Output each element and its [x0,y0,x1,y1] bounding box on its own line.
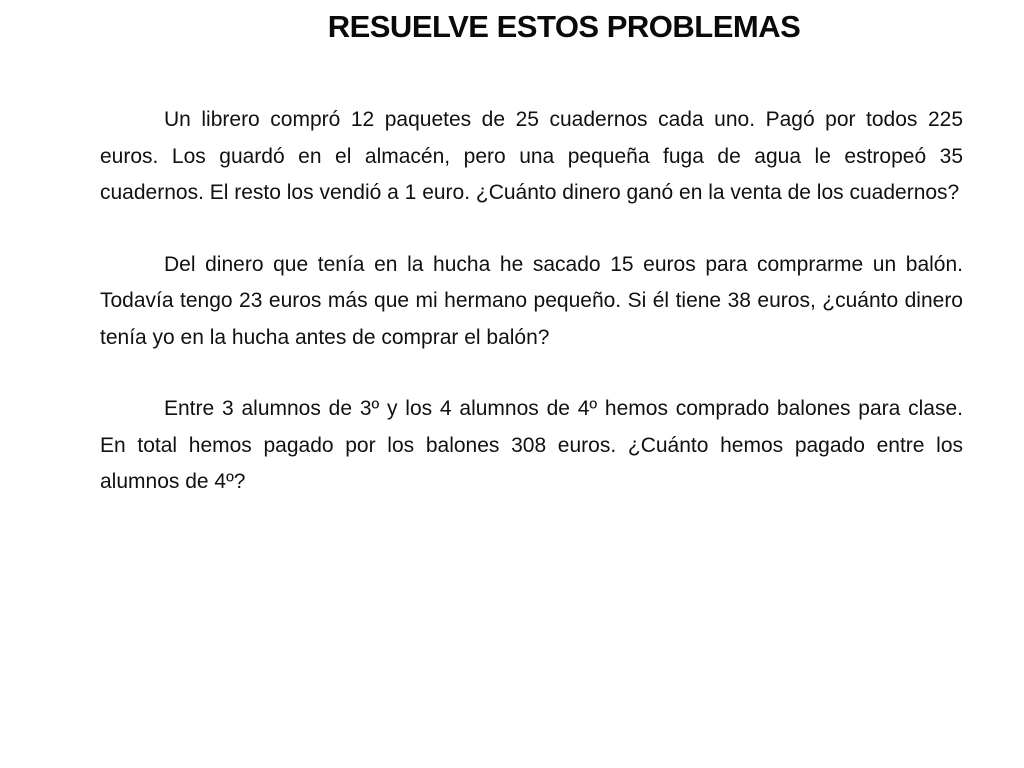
slide-title: RESUELVE ESTOS PROBLEMAS [327,9,801,44]
problem-2: Del dinero que tenía en la hucha he sacado 15 euros para comprarme un balón. Todavía tengo 23 euros más que mi hermano pequeño. Si él tiene 38 euros, ¿cuánto dinero tenía yo en la hucha antes de comprar el balón? [100,252,963,349]
problem-1: Un librero compró 12 paquetes de 25 cuadernos cada uno. Pagó por todos 225 euros. Los guardó en el almacén, pero una pequeña fuga de agua le estropeó 35 cuadernos. El resto los vendió a 1 euro. ¿Cuánto dinero ganó en la venta de los cuadernos? [100,108,963,204]
problem-list [100,102,963,501]
problem-3: Entre 3 alumnos de 3º y los 4 alumnos de 4º hemos comprado balones para clase. En total hemos pagado por los balones 308 euros. ¿Cuánto hemos pagado entre los alumnos de 4º? [100,397,963,493]
